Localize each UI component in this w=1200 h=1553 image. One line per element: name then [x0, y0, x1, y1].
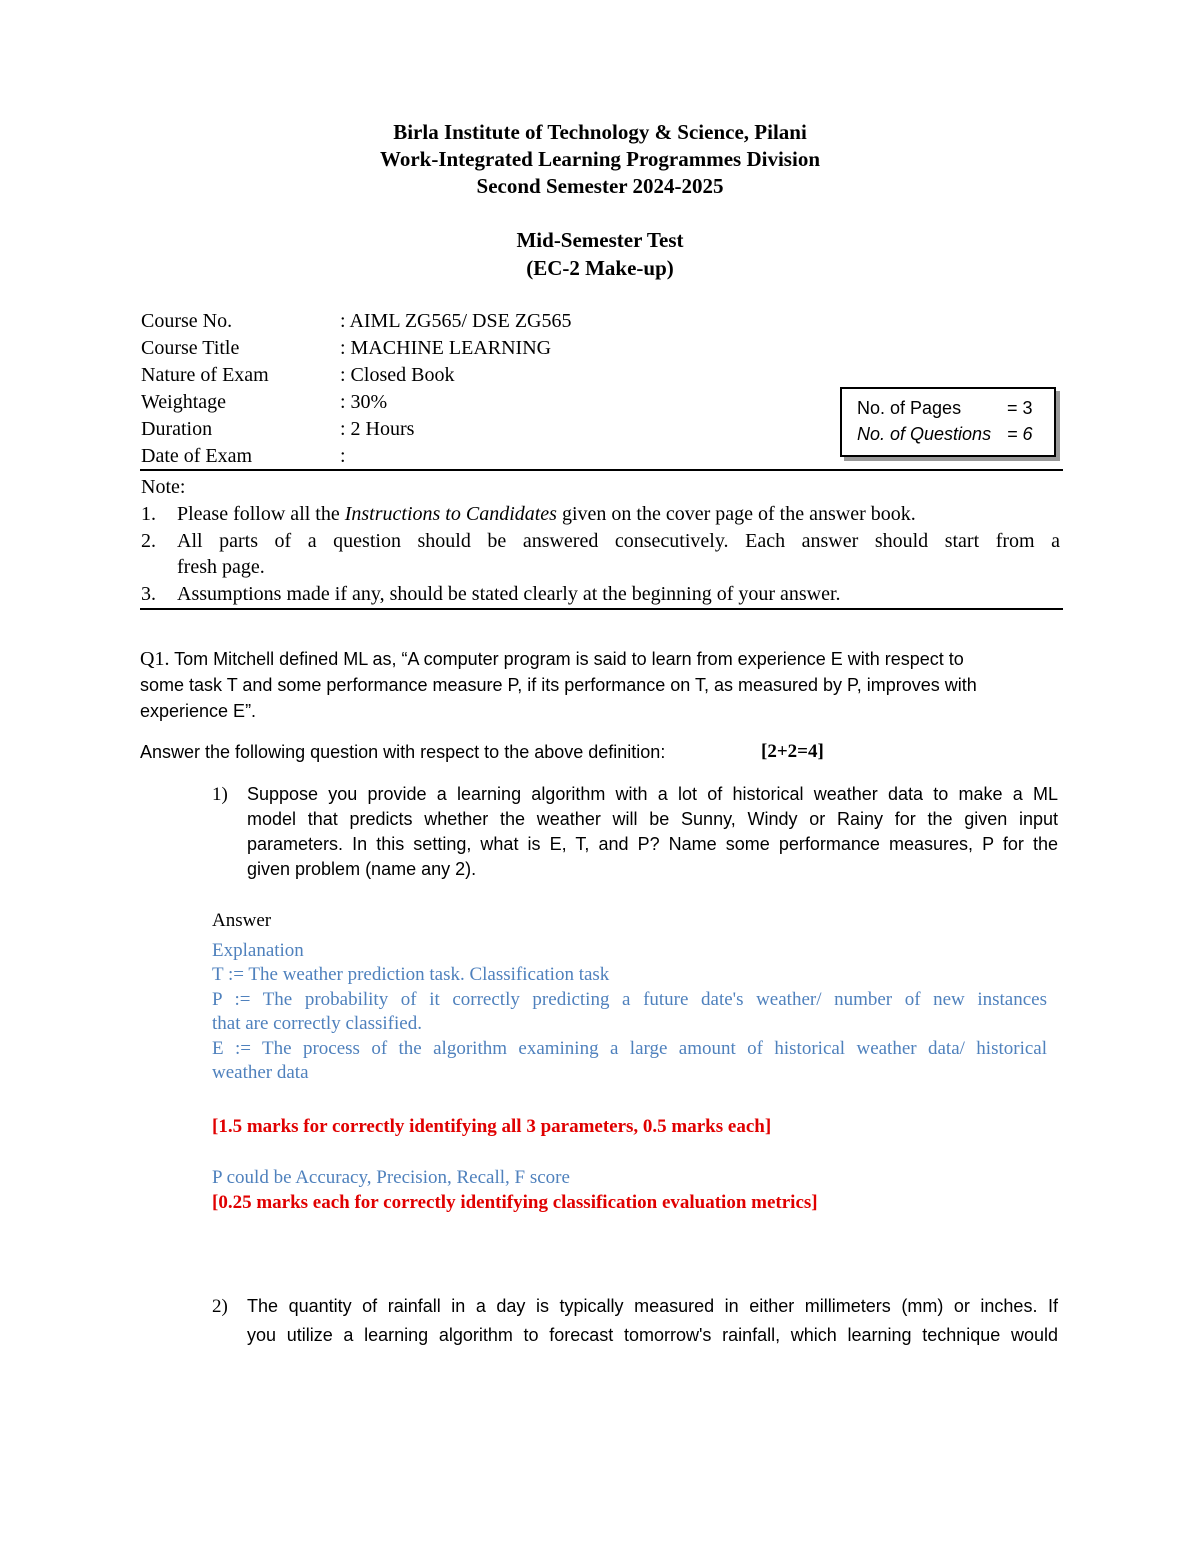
note-3: Assumptions made if any, should be stated clearly at the beginning of your answer. [177, 583, 841, 605]
test-type: (EC-2 Make-up) [526, 256, 674, 280]
semester: Second Semester 2024-2025 [476, 174, 724, 198]
institute-name: Birla Institute of Technology & Science, Pilani [393, 120, 807, 144]
nature-value: : Closed Book [340, 364, 455, 386]
date-value: : [340, 445, 346, 467]
duration-label: Duration [141, 418, 213, 440]
divider-top [140, 469, 1063, 471]
part-1-number: 1) [212, 784, 228, 805]
part-1-line-4: given problem (name any 2). [247, 859, 477, 879]
answer-label: Answer [212, 910, 272, 931]
marks-note-1: [1.5 marks for correctly identifying all 3 parameters, 0.5 marks each] [212, 1116, 772, 1137]
metrics-line: P could be Accuracy, Precision, Recall, F score [212, 1167, 570, 1188]
answer-line-6: weather data [212, 1062, 309, 1083]
answer-line-1: Explanation [212, 940, 304, 961]
course-no-value: : AIML ZG565/ DSE ZG565 [340, 310, 572, 332]
note-title: Note: [141, 476, 186, 498]
note-2-line-1: All parts of a question should be answered consecutively. Each answer should start from a [177, 530, 1060, 552]
duration-value: : 2 Hours [340, 418, 415, 440]
marks-note-2: [0.25 marks each for correctly identifying classification evaluation metrics] [212, 1192, 818, 1213]
note-1-number: 1. [141, 503, 156, 525]
division-name: Work-Integrated Learning Programmes Division [380, 147, 820, 171]
answer-line-4: that are correctly classified. [212, 1013, 422, 1034]
part-2-number: 2) [212, 1296, 228, 1317]
nature-label: Nature of Exam [141, 364, 269, 386]
q1-line-1: Q1. Tom Mitchell defined ML as, “A computer program is said to learn from experience E with respect to [140, 648, 964, 670]
q1-line-2: some task T and some performance measure P, if its performance on T, as measured by P, improves with [140, 675, 977, 695]
pages-label: No. of Pages [857, 398, 962, 418]
date-label: Date of Exam [141, 445, 253, 467]
part-2-line-2: you utilize a learning algorithm to forecast tomorrow's rainfall, which learning technique would [247, 1325, 1058, 1345]
questions-value: = 6 [1007, 424, 1033, 444]
q1-instruction: Answer the following question with respect to the above definition: [140, 742, 666, 762]
pages-value: = 3 [1007, 398, 1033, 418]
course-title-label: Course Title [141, 337, 240, 359]
divider-bottom [140, 608, 1063, 610]
answer-line-5: E := The process of the algorithm examining a large amount of historical weather data/ historical [212, 1038, 1047, 1059]
course-title-value: : MACHINE LEARNING [340, 337, 552, 359]
answer-line-3: P := The probability of it correctly predicting a future date's weather/ number of new instances [212, 989, 1047, 1010]
q1-line-3: experience E”. [140, 701, 257, 721]
part-1-line-2: model that predicts whether the weather will be Sunny, Windy or Rainy for the given input [247, 809, 1058, 829]
part-1-line-1: Suppose you provide a learning algorithm with a lot of historical weather data to make a ML [247, 784, 1058, 804]
answer-line-2: T := The weather prediction task. Classification task [212, 964, 610, 985]
note-1: Please follow all the Instructions to Candidates given on the cover page of the answer book. [177, 503, 916, 525]
q1-label: Q1. [140, 648, 170, 670]
part-1-line-3: parameters. In this setting, what is E, T, and P? Name some performance measures, P for the [247, 834, 1058, 854]
note-3-number: 3. [141, 583, 156, 605]
weightage-label: Weightage [141, 391, 227, 413]
part-2-line-1: The quantity of rainfall in a day is typically measured in either millimeters (mm) or inches. If [247, 1296, 1058, 1316]
pages-questions-box [840, 387, 1056, 457]
q1-marks: [2+2=4] [761, 741, 824, 762]
note-2-number: 2. [141, 530, 156, 552]
test-name: Mid-Semester Test [516, 228, 684, 252]
questions-label: No. of Questions [857, 424, 992, 444]
instructions-emphasis: Instructions to Candidates [344, 503, 557, 525]
weightage-value: : 30% [340, 391, 388, 413]
course-no-label: Course No. [141, 310, 233, 332]
note-2-line-2: fresh page. [177, 556, 265, 578]
